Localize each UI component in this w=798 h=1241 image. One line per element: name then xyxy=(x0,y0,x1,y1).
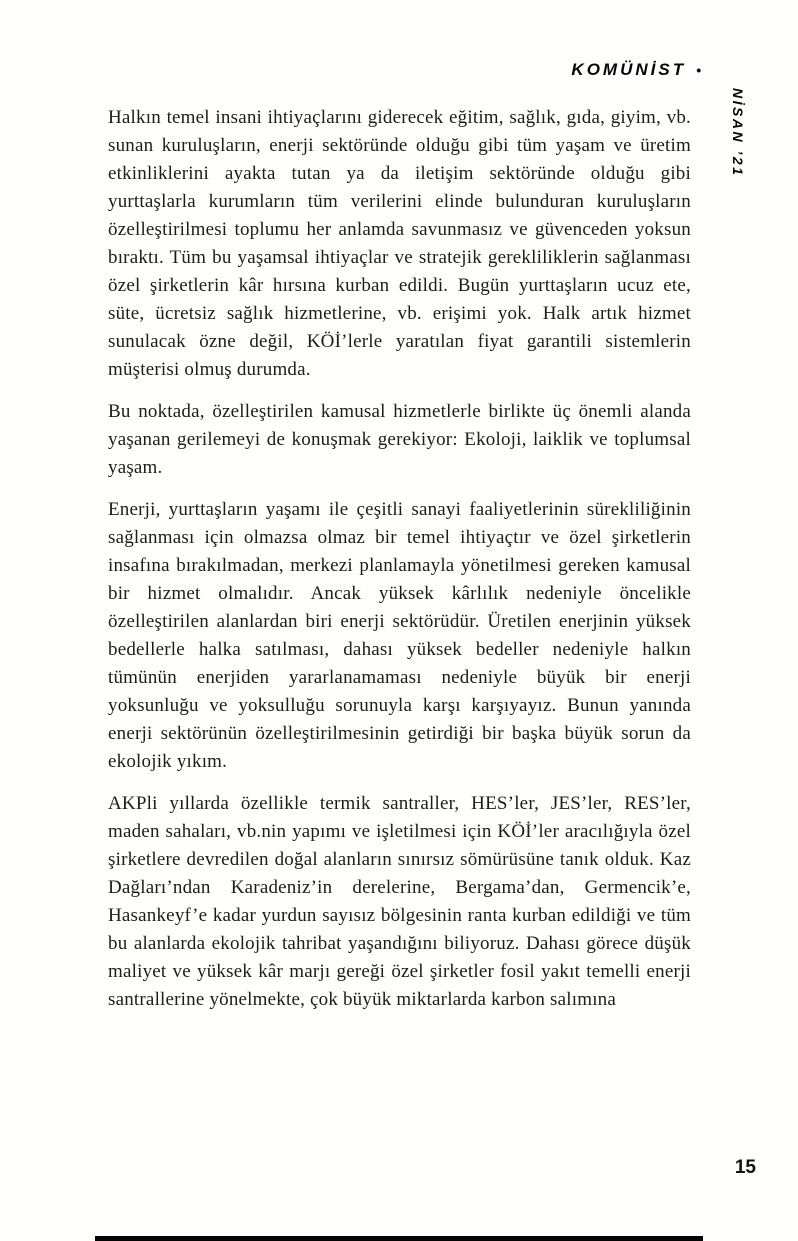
masthead-bullet-icon: • xyxy=(696,62,701,78)
paragraph-1: Halkın temel insani ihtiyaçlarını giderecek eğitim, sağlık, gıda, giyim, vb. sunan kuruluşların, enerji sektöründe olduğu gibi tüm yaşam ve üretim etkinliklerini ayakta tutan ya da iletişim sektöründe olduğu gibi yurttaşlarla kurumların tüm verilerini elinde bulunduran kuruluşların özelleştirilmesi toplumu her anlamda savunmasız ve güvenceden yoksun bıraktı. Tüm bu yaşamsal ihtiyaçlar ve stratejik gerekliliklerin sağlanması özel şirketlerin kâr hırsına kurban edildi. Bugün yurttaşların ucuz ete, süte, ücretsiz sağlık hizmetlerine, vb. erişimi yok. Halk artık hizmet sunulacak özne değil, KÖİ’lerle yaratılan fiyat garantili sistemlerin müşterisi olmuş durumda. xyxy=(108,107,691,380)
paragraph-2: Bu noktada, özelleştirilen kamusal hizmetlerle birlikte üç önemli alanda yaşanan gerilemeyi de konuşmak gerekiyor: Ekoloji, laiklik ve toplumsal yaşam. xyxy=(108,401,691,478)
article-body xyxy=(108,104,691,1028)
bottom-rule xyxy=(95,1236,703,1241)
issue-date-vertical: NİSAN ’21 xyxy=(730,88,746,178)
page-header xyxy=(571,60,701,80)
page-number: 15 xyxy=(734,1157,756,1178)
masthead-title: KOMÜNİST xyxy=(571,60,687,79)
paragraph-3: Enerji, yurttaşların yaşamı ile çeşitli sanayi faaliyetlerinin sürekliliğinin sağlanması için olmazsa olmaz bir temel ihtiyaçtır ve özel şirketlerin insafına bırakılmadan, merkezi planlamayla yönetilmesi gereken kamusal bir hizmet olmalıdır. Ancak yüksek kârlılık nedeniyle öncelikle özelleştirilen alanlardan biri enerji sektörüdür. Üretilen enerjinin yüksek bedellerle halka satılması, dahası yüksek bedeller nedeniyle halkın tümünün enerjiden yararlanamaması nedeniyle büyük bir enerji yoksunluğu ve yoksulluğu sorunuyla karşı karşıyayız. Bunun yanında enerji sektörünün özelleştirilmesinin getirdiği bir başka büyük sorun da ekolojik yıkım. xyxy=(108,499,691,772)
paragraph-4: AKPli yıllarda özellikle termik santraller, HES’ler, JES’ler, RES’ler, maden sahaları, vb.nin yapımı ve işletilmesi için KÖİ’ler aracılığıyla özel şirketlere devredilen doğal alanların sınırsız sömürüsüne tanık olduk. Kaz Dağları’ndan Karadeniz’in derelerine, Bergama’dan, Germencik’e, Hasankeyf’e kadar yurdun sayısız bölgesinin ranta kurban edildiği ve tüm bu alanlarda ekolojik tahribat yaşandığını biliyoruz. Dahası görece düşük maliyet ve yüksek kâr marjı gereği özel şirketler fosil yakıt temelli enerji santrallerine yönelmekte, çok büyük miktarlarda karbon salımına xyxy=(108,793,691,1010)
